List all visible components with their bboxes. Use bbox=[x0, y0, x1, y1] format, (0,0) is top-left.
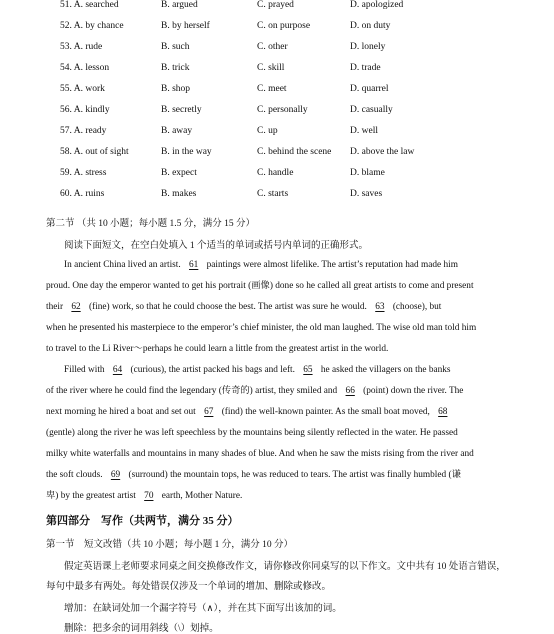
option-b: B. by herself bbox=[161, 21, 210, 31]
option-b: B. argued bbox=[161, 0, 198, 10]
text-segment: (gentle) along the river he was left speechless by the mountains being silently reflected in the water. He passed bbox=[46, 428, 458, 438]
option-b: B. away bbox=[161, 126, 193, 136]
passage-line bbox=[46, 381, 488, 402]
option-c: C. up bbox=[257, 126, 278, 136]
text-segment: (surround) the mountain tops, he was reduced to tears. The artist was finally humbled (谦 bbox=[126, 470, 461, 480]
blank-61[interactable]: 61 bbox=[189, 260, 199, 270]
option-c: C. other bbox=[257, 42, 288, 52]
option-a: 52. A. by chance bbox=[60, 21, 124, 31]
option-a: 57. A. ready bbox=[60, 126, 107, 136]
option-d: D. lonely bbox=[350, 42, 386, 52]
text-segment: earth, Mother Nature. bbox=[159, 491, 243, 501]
passage-line bbox=[46, 444, 488, 465]
option-d: D. trade bbox=[350, 63, 381, 73]
option-b: B. in the way bbox=[161, 147, 212, 157]
passage-line bbox=[46, 255, 488, 276]
option-b: B. trick bbox=[161, 63, 190, 73]
blank-68[interactable]: 68 bbox=[438, 407, 448, 417]
passage-line bbox=[46, 339, 488, 360]
part4-instruction-1: 假定英语课上老师要求同桌之间交换修改作文，请你修改你同桌写的以下作文。文中共有 10 处语言错误， bbox=[64, 562, 506, 572]
option-c: C. meet bbox=[257, 84, 287, 94]
option-c: C. personally bbox=[257, 105, 308, 115]
passage-line bbox=[46, 276, 488, 297]
option-a: 58. A. out of sight bbox=[60, 147, 129, 157]
part4-heading: 第四部分 写作（共两节，满分 35 分） bbox=[46, 515, 239, 527]
part4-add-rule: 增加：在缺词处加一个漏字符号（∧），并在其下面写出该加的词。 bbox=[64, 604, 342, 614]
passage bbox=[46, 255, 488, 507]
option-d: D. well bbox=[350, 126, 378, 136]
part4-section1: 第一节 短文改错（共 10 小题；每小题 1 分，满分 10 分） bbox=[46, 540, 294, 550]
blank-67[interactable]: 67 bbox=[204, 407, 214, 417]
blank-70[interactable]: 70 bbox=[144, 491, 154, 501]
blank-64[interactable]: 64 bbox=[112, 365, 123, 375]
option-c: C. handle bbox=[257, 168, 294, 178]
part4-delete-rule: 删除：把多余的词用斜线（\）划掉。 bbox=[64, 624, 219, 634]
option-d: D. blame bbox=[350, 168, 385, 178]
option-b: B. shop bbox=[161, 84, 191, 94]
passage-line bbox=[46, 297, 488, 318]
text-segment: when he presented his masterpiece to the emperor’s chief minister, the old man laughed. The wise old man told him bbox=[46, 323, 477, 333]
option-c: C. behind the scene bbox=[257, 147, 332, 157]
text-segment: Filled with bbox=[64, 365, 107, 375]
blank-66[interactable]: 66 bbox=[345, 386, 355, 396]
passage-line bbox=[46, 360, 488, 381]
option-d: D. above the law bbox=[350, 147, 415, 157]
blank-65[interactable]: 65 bbox=[303, 365, 313, 375]
passage-line bbox=[46, 318, 488, 339]
text-segment: he asked the villagers on the banks bbox=[318, 365, 451, 375]
text-segment: to travel to the Li River～perhaps he could learn a little from the greatest artist in the world. bbox=[46, 344, 389, 354]
text-segment: (curious), the artist packed his bags and left. bbox=[128, 365, 298, 375]
option-d: D. casually bbox=[350, 105, 393, 115]
blank-63[interactable]: 63 bbox=[375, 302, 385, 312]
option-b: B. such bbox=[161, 42, 190, 52]
option-a: 56. A. kindly bbox=[60, 105, 110, 115]
option-d: D. on duty bbox=[350, 21, 391, 31]
option-a: 60. A. ruins bbox=[60, 189, 105, 199]
option-b: B. expect bbox=[161, 168, 197, 178]
text-segment: (choose), but bbox=[390, 302, 442, 312]
option-b: B. secretly bbox=[161, 105, 202, 115]
passage-line bbox=[46, 402, 488, 423]
text-segment: (point) down the river. The bbox=[360, 386, 464, 396]
option-a: 59. A. stress bbox=[60, 168, 107, 178]
text-segment: milky white waterfalls and mountains in many shades of blue. And when he saw the mists rising from the river and bbox=[46, 449, 474, 459]
option-c: C. skill bbox=[257, 63, 285, 73]
option-a: 54. A. lesson bbox=[60, 63, 110, 73]
option-d: D. saves bbox=[350, 189, 383, 199]
text-segment: paintings were almost lifelike. The artist’s reputation had made him bbox=[204, 260, 458, 270]
option-d: D. apologized bbox=[350, 0, 404, 10]
passage-line bbox=[46, 486, 488, 507]
text-segment: the soft clouds. bbox=[46, 470, 105, 480]
part4-instruction-2: 每句中最多有两处。每处错误仅涉及一个单词的增加、删除或修改。 bbox=[46, 582, 332, 592]
option-c: C. on purpose bbox=[257, 21, 311, 31]
text-segment: 卑) by the greatest artist bbox=[46, 491, 139, 501]
text-segment: (find) the well-known painter. As the small boat moved, bbox=[219, 407, 433, 417]
option-a: 55. A. work bbox=[60, 84, 105, 94]
option-d: D. quarrel bbox=[350, 84, 389, 94]
option-c: C. prayed bbox=[257, 0, 294, 10]
text-segment: In ancient China lived an artist. bbox=[64, 260, 184, 270]
option-a: 51. A. searched bbox=[60, 0, 119, 10]
passage-line bbox=[46, 423, 488, 444]
section2-instruction: 阅读下面短文，在空白处填入 1 个适当的单词或括号内单词的正确形式。 bbox=[64, 241, 369, 251]
text-segment: of the river where he could find the legendary (传奇的) artist, they smiled and bbox=[46, 386, 340, 396]
text-segment: next morning he hired a boat and set out bbox=[46, 407, 199, 417]
blank-62[interactable]: 62 bbox=[71, 302, 81, 312]
passage-line bbox=[46, 465, 488, 486]
text-segment: their bbox=[46, 302, 66, 312]
section2-heading: 第二节 （共 10 小题；每小题 1.5 分，满分 15 分） bbox=[46, 219, 256, 229]
text-segment: proud. One day the emperor wanted to get his portrait (画像) done so he called all great artists to come and present bbox=[46, 281, 474, 291]
blank-69[interactable]: 69 bbox=[110, 470, 121, 480]
text-segment: (fine) work, so that he could choose the best. The artist was sure he would. bbox=[86, 302, 370, 312]
option-a: 53. A. rude bbox=[60, 42, 103, 52]
option-c: C. starts bbox=[257, 189, 289, 199]
option-b: B. makes bbox=[161, 189, 197, 199]
